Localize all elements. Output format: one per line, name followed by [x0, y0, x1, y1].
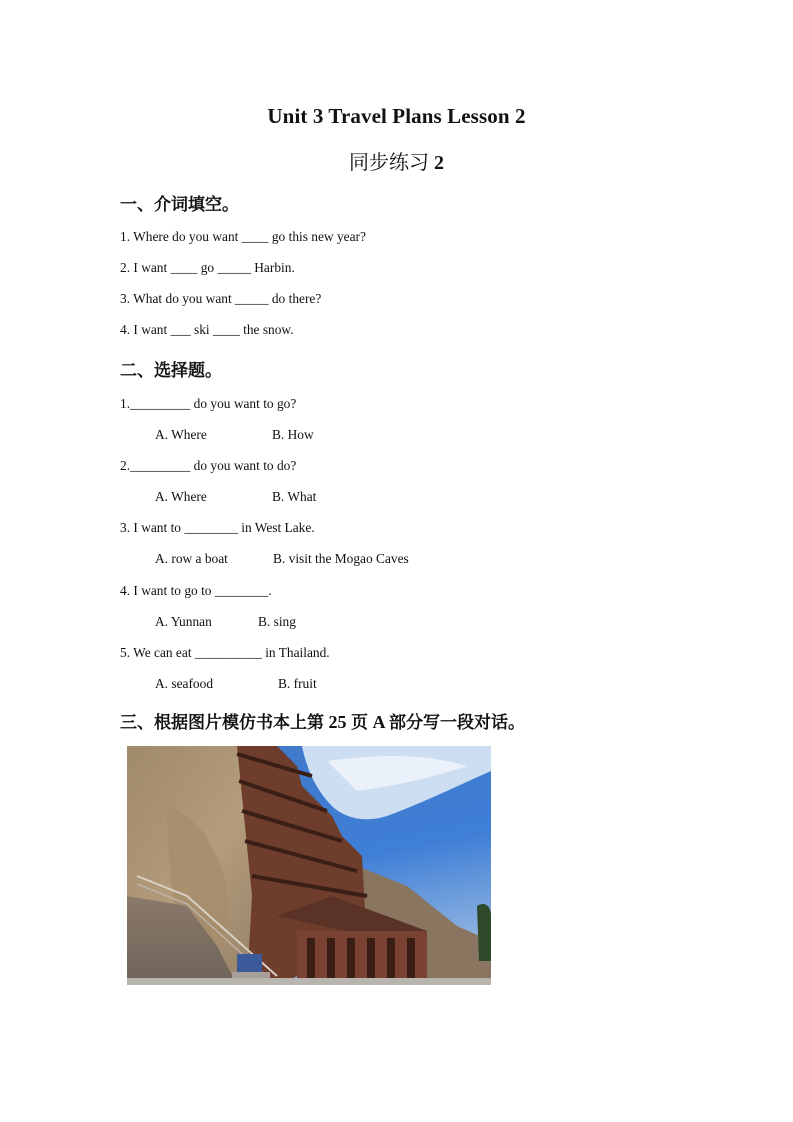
section-2-heading: 二、选择题。 [120, 361, 222, 381]
option-a: A. Where [155, 427, 207, 442]
option-a: A. Yunnan [155, 614, 212, 629]
choice-question: 2._________ do you want to do? [120, 458, 297, 473]
heading-text: 页 [351, 713, 368, 733]
fill-blank-item: 3. What do you want _____ do there? [120, 291, 322, 306]
option-b: B. visit the Mogao Caves [273, 551, 409, 566]
choice-question: 3. I want to ________ in West Lake. [120, 520, 315, 535]
choice-question: 5. We can eat __________ in Thailand. [120, 645, 330, 660]
part-letter: A [368, 712, 390, 732]
option-b: B. What [272, 489, 317, 504]
option-a: A. Where [155, 489, 207, 504]
subtitle-text: 同步练习 [349, 150, 429, 174]
fill-blank-item: 1. Where do you want ____ go this new year? [120, 229, 366, 244]
heading-text: 三、根据图片模仿书本上第 [120, 713, 324, 733]
option-a: A. seafood [155, 676, 214, 691]
option-b: B. fruit [278, 676, 317, 691]
document-subtitle [0, 146, 793, 175]
section-1-heading: 一、介词填空。 [120, 195, 239, 215]
choice-question: 1._________ do you want to go? [120, 396, 297, 411]
choice-question: 4. I want to go to ________. [120, 583, 272, 598]
option-a: A. row a boat [155, 551, 228, 566]
fill-blank-item: 2. I want ____ go _____ Harbin. [120, 260, 295, 275]
option-b: B. How [272, 427, 314, 442]
mogao-caves-photo [127, 746, 491, 985]
subtitle-number: 2 [429, 152, 444, 174]
page-number: 25 [324, 712, 351, 732]
fill-blank-item: 4. I want ___ ski ____ the snow. [120, 322, 294, 337]
option-b: B. sing [258, 614, 296, 629]
document-title: Unit 3 Travel Plans Lesson 2 [267, 104, 526, 128]
heading-text: 部分写一段对话。 [389, 713, 526, 733]
section-3-heading [120, 708, 525, 733]
